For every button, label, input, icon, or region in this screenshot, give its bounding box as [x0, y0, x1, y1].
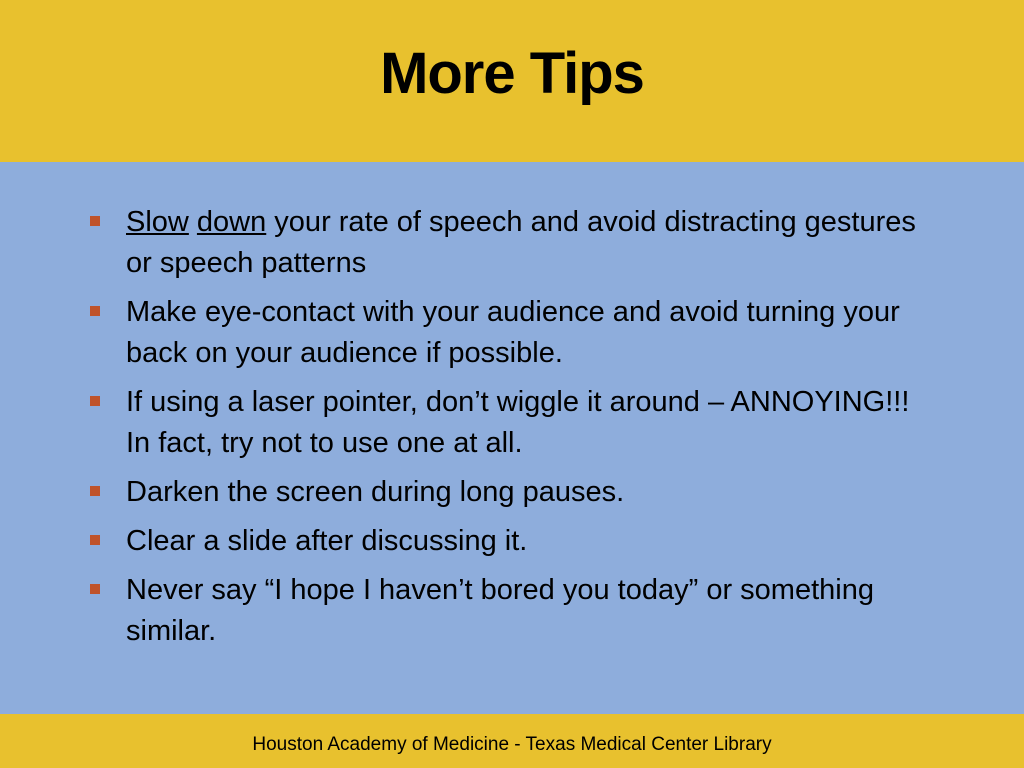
bullet-item — [88, 292, 938, 374]
bullet-text: Never say “I hope I haven’t bored you today” or something similar. — [126, 574, 874, 647]
square-bullet-icon — [90, 396, 100, 406]
bullet-list — [88, 202, 938, 660]
content-area — [0, 162, 1024, 714]
square-bullet-icon — [90, 535, 100, 545]
underlined-word: down — [196, 206, 267, 238]
bullet-text: Make eye-contact with your audience and avoid turning your back on your audience if possible. — [126, 296, 900, 369]
square-bullet-icon — [90, 486, 100, 496]
title-band — [0, 0, 1024, 162]
bullet-text: your rate of speech and avoid distracting gestures or speech patterns — [126, 206, 916, 279]
bullet-text: If using a laser pointer, don’t wiggle it around – ANNOYING!!! In fact, try not to use one at all. — [126, 386, 910, 459]
bullet-item — [88, 570, 938, 652]
bullet-item — [88, 472, 938, 513]
bullet-item — [88, 202, 938, 284]
word-separator — [189, 206, 197, 238]
bullet-item — [88, 521, 938, 562]
underlined-word: Slow — [126, 206, 189, 238]
square-bullet-icon — [90, 306, 100, 316]
square-bullet-icon — [90, 584, 100, 594]
footer-band — [0, 714, 1024, 768]
bullet-item — [88, 382, 938, 464]
footer-text: Houston Academy of Medicine - Texas Medical Center Library — [252, 733, 772, 755]
square-bullet-icon — [90, 216, 100, 226]
bullet-text: Darken the screen during long pauses. — [126, 476, 625, 508]
slide-title: More Tips — [380, 41, 644, 106]
bullet-text: Clear a slide after discussing it. — [126, 525, 528, 557]
